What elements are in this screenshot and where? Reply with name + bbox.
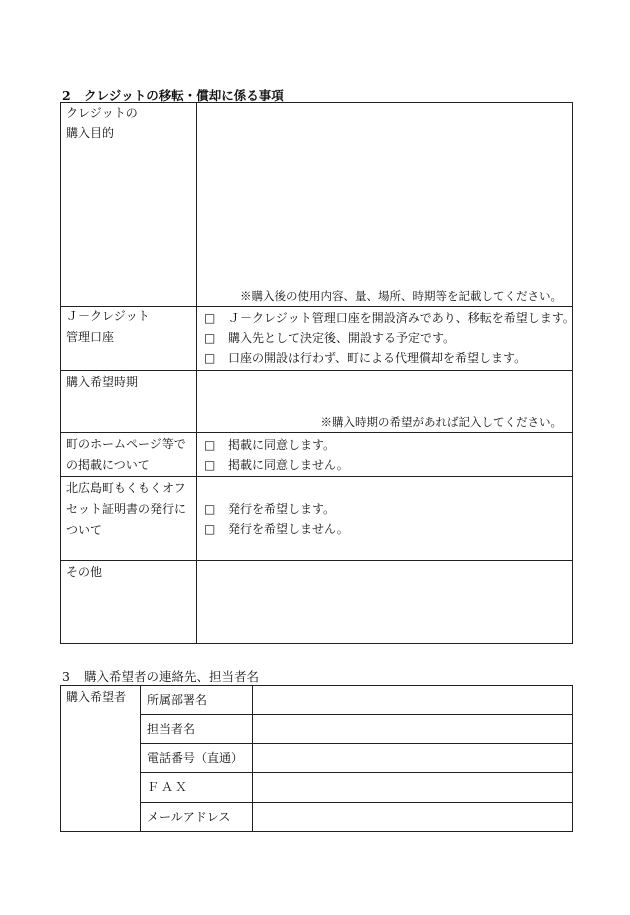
field-label-department: 所属部署名 xyxy=(147,693,208,707)
option-label: 掲載に同意します。 xyxy=(228,438,336,452)
publication-label-line2: の掲載について xyxy=(66,458,150,472)
account-option-1[interactable] xyxy=(204,308,575,328)
field-label-contact-person: 担当者名 xyxy=(147,722,196,736)
certificate-label-line3: ついて xyxy=(66,523,103,537)
publication-label-line1: 町のホームページ等で xyxy=(66,437,186,451)
timing-note: ※購入時期の希望があれば記入してください。 xyxy=(320,415,562,429)
account-label-line1: Ｊ－クレジット xyxy=(66,309,150,323)
row-divider xyxy=(60,560,573,561)
publication-option-disagree[interactable] xyxy=(204,455,349,475)
certificate-option-yes[interactable] xyxy=(204,499,335,519)
option-label: 口座の開設は行わず、町による代理償却を希望します。 xyxy=(228,351,527,365)
certificate-label-line1: 北広島町もくもくオフ xyxy=(66,481,186,495)
row-divider xyxy=(60,370,573,371)
timing-label: 購入希望時期 xyxy=(66,375,139,389)
contact-person-field[interactable] xyxy=(254,716,570,742)
phone-field[interactable] xyxy=(254,745,570,771)
email-field[interactable] xyxy=(254,804,570,830)
option-label: 発行を希望します。 xyxy=(228,502,336,516)
account-option-3[interactable] xyxy=(204,348,526,368)
checkbox-icon[interactable]: □ xyxy=(204,311,216,325)
section3-field-divider xyxy=(252,685,253,832)
department-field[interactable] xyxy=(254,687,570,713)
section2-title: クレジットの移転・償却に係る事項 xyxy=(84,88,284,103)
option-label: 掲載に同意しません。 xyxy=(228,458,349,472)
field-row-divider xyxy=(140,802,573,803)
fax-field[interactable] xyxy=(254,774,570,801)
checkbox-icon[interactable]: □ xyxy=(204,438,216,452)
section3-title: 購入希望者の連絡先、担当者名 xyxy=(84,669,260,684)
checkbox-icon[interactable]: □ xyxy=(204,351,216,365)
publication-option-agree[interactable] xyxy=(204,435,335,455)
checkbox-icon[interactable]: □ xyxy=(204,458,216,472)
field-label-phone: 電話番号（直通） xyxy=(147,751,244,765)
field-row-divider xyxy=(140,743,573,744)
option-label: 購入先として決定後、開設する予定です。 xyxy=(228,331,456,345)
field-label-email: メールアドレス xyxy=(147,810,231,824)
certificate-label-line2: セット証明書の発行に xyxy=(66,502,187,516)
account-label-line2: 管理口座 xyxy=(66,330,115,344)
other-label: その他 xyxy=(66,565,103,579)
section2-column-divider xyxy=(196,102,197,644)
section3-heading xyxy=(62,667,259,685)
row-divider xyxy=(60,432,573,433)
purpose-input-area[interactable] xyxy=(198,104,570,282)
other-input-area[interactable] xyxy=(198,562,570,642)
field-row-divider xyxy=(140,772,573,773)
purchaser-group-label: 購入希望者 xyxy=(66,690,127,704)
timing-input-area[interactable] xyxy=(198,372,570,410)
option-label: Ｊ－クレジット管理口座を開設済みであり、移転を希望します。 xyxy=(228,311,575,325)
field-row-divider xyxy=(140,714,573,715)
checkbox-icon[interactable]: □ xyxy=(204,331,216,345)
checkbox-icon[interactable]: □ xyxy=(204,502,216,516)
option-label: 発行を希望しません。 xyxy=(228,522,349,536)
account-option-2[interactable] xyxy=(204,328,455,348)
section2-number: 2 xyxy=(62,88,71,103)
field-label-fax: ＦＡＸ xyxy=(147,780,190,794)
certificate-option-no[interactable] xyxy=(204,519,349,539)
checkbox-icon[interactable]: □ xyxy=(204,522,216,536)
row-divider xyxy=(60,476,573,477)
purpose-note: ※購入後の使用内容、量、場所、時期等を記載してください。 xyxy=(240,289,562,303)
section3-group-divider xyxy=(140,685,141,832)
purpose-label-line1: クレジットの xyxy=(66,106,138,120)
section3-number: 3 xyxy=(62,669,70,684)
purpose-label-line2: 購入目的 xyxy=(66,126,115,140)
